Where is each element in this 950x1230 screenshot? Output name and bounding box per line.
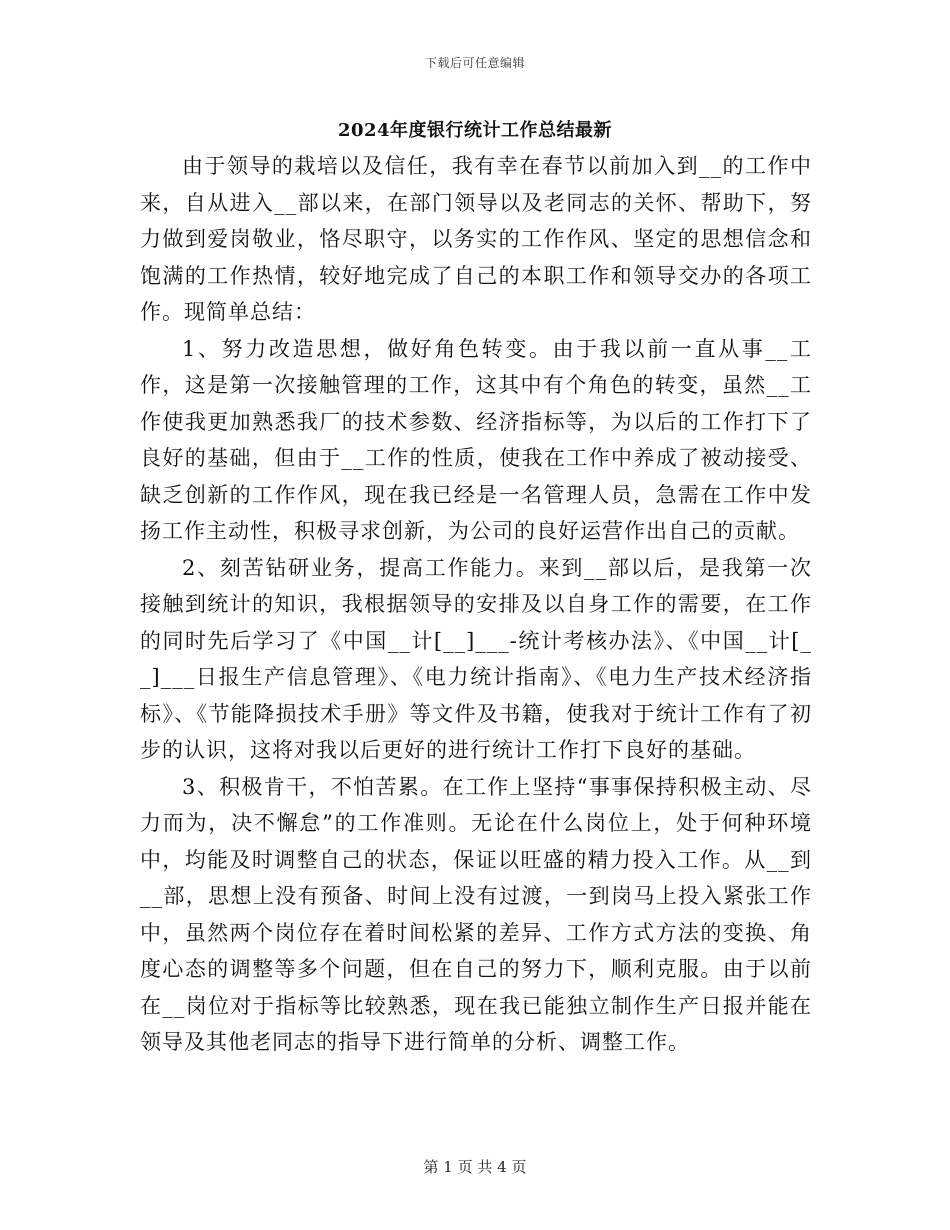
page-footer: 第 1 页 共 4 页 [423, 1158, 527, 1176]
paragraph-section-2: 2、刻苦钻研业务，提高工作能力。来到__部以后，是我第一次接触到统计的知识，我根据领导的安排及以自身工作的需要，在工作的同时先后学习了《中国__计[__]___-统计考核办法》、《中国__计[__]___日报生产信息管理》、《电力统计指南》、《电力生产技术经济指标》、《节能降损技术手册》等文件及书籍，使我对于统计工作有了初步的认识，这将对我以后更好的进行统计工作打下良好的基础。 [140, 555, 812, 762]
paragraph-section-1: 1、努力改造思想，做好角色转变。由于我以前一直从事__工作，这是第一次接触管理的工作，这其中有个角色的转变，虽然__工作使我更加熟悉我厂的技术参数、经济指标等，为以后的工作打下了良好的基础，但由于__工作的性质，使我在工作中养成了被动接受、缺乏创新的工作作风，现在我已经是一名管理人员，急需在工作中发扬工作主动性，积极寻求创新，为公司的良好运营作出自己的贡献。 [140, 336, 812, 543]
header-note: 下载后可任意编辑 [424, 56, 525, 70]
document-title: 2024年度银行统计工作总结最新 [337, 120, 613, 141]
paragraph-intro: 由于领导的栽培以及信任，我有幸在春节以前加入到__的工作中来，自从进入__部以来，在部门领导以及老同志的关怀、帮助下，努力做到爱岗敬业，恪尽职守，以务实的工作作风、坚定的思想信念和饱满的工作热情，较好地完成了自己的本职工作和领导交办的各项工作。现简单总结： [140, 154, 812, 324]
document-body [140, 148, 812, 1061]
paragraph-section-3: 3、积极肯干，不怕苦累。在工作上坚持“事事保持积极主动、尽力而为，决不懈怠”的工作准则。无论在什么岗位上，处于何种环境中，均能及时调整自己的状态，保证以旺盛的精力投入工作。从__到__部，思想上没有预备、时间上没有过渡，一到岗马上投入紧张工作中，虽然两个岗位存在着时间松紧的差异、工作方式方法的变换、角度心态的调整等多个问题，但在自己的努力下，顺利克服。由于以前在__岗位对于指标等比较熟悉，现在我已能独立制作生产日报并能在领导及其他老同志的指导下进行简单的分析、调整工作。 [140, 774, 812, 1054]
